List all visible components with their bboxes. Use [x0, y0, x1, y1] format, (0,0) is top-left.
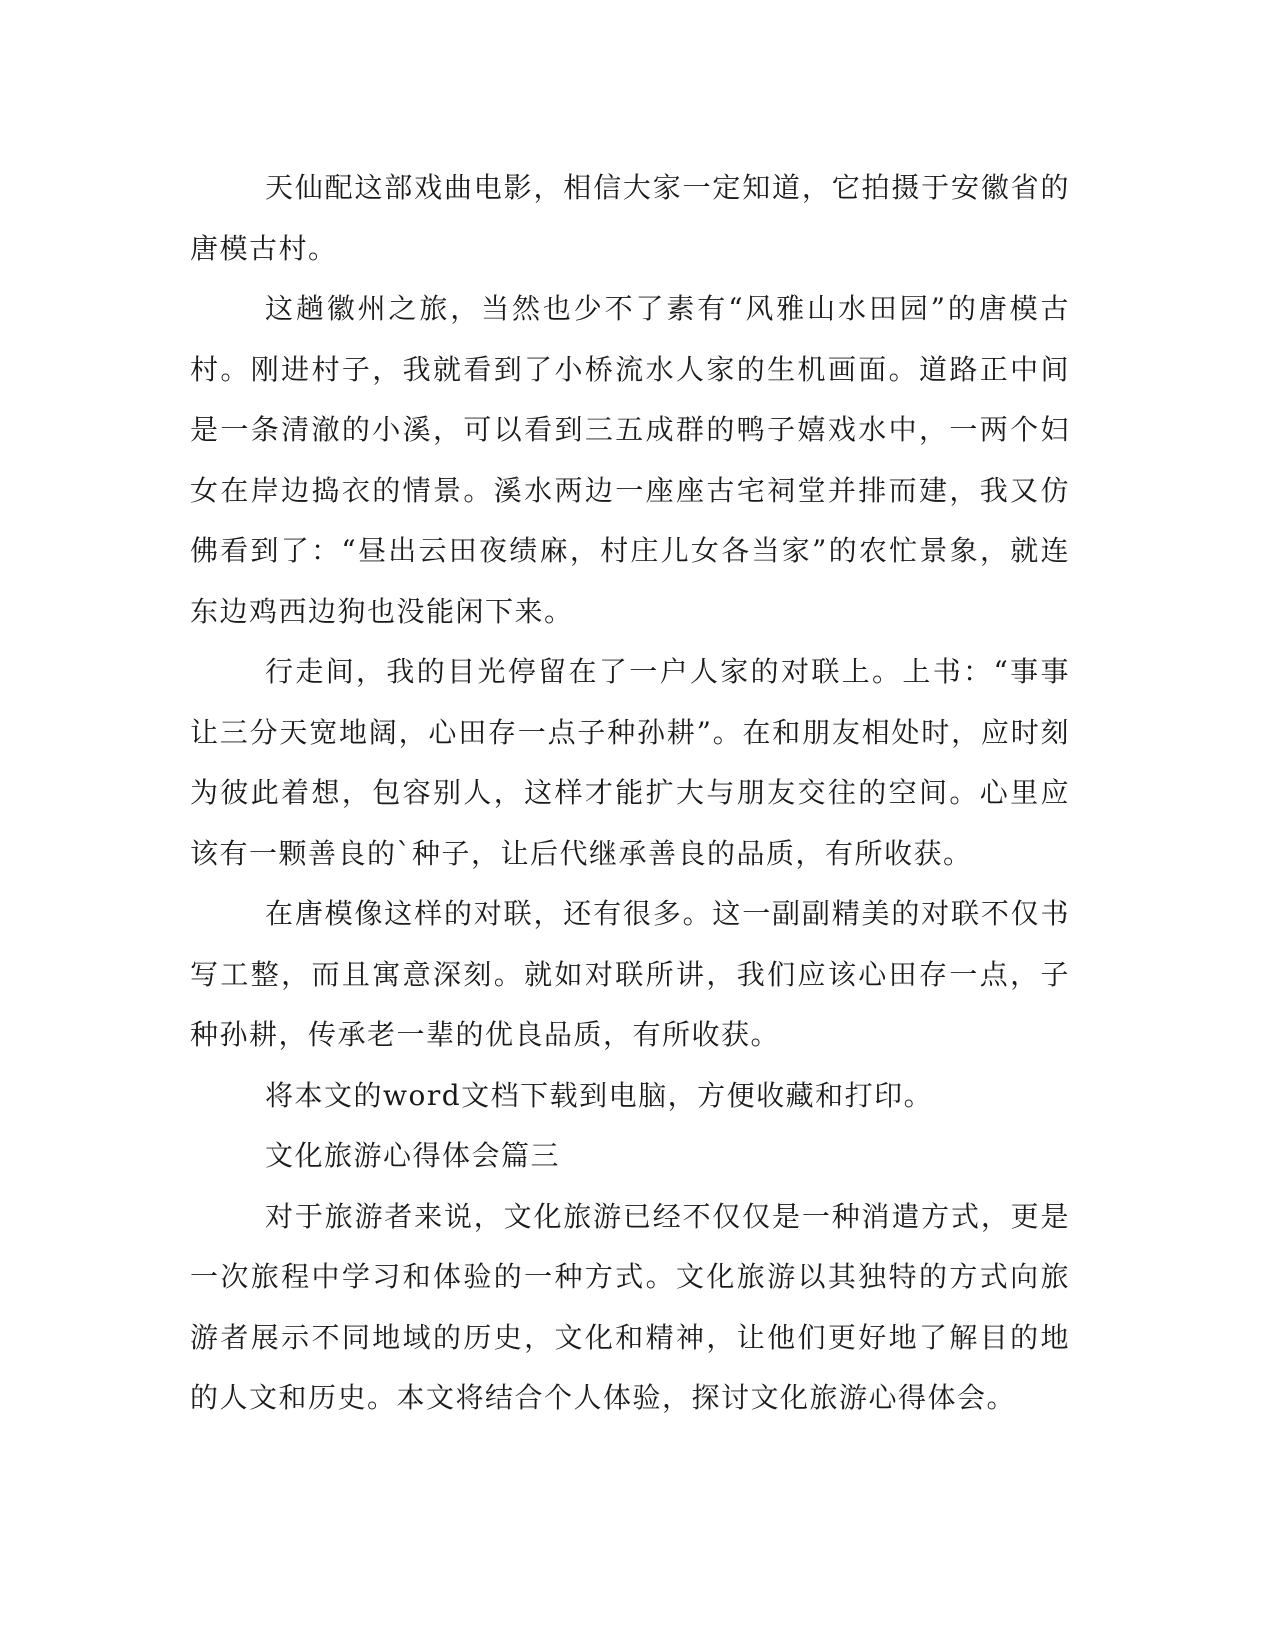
section-heading: 文化旅游心得体会篇三	[265, 1139, 561, 1172]
paragraph-cultural-tourism: 对于旅游者来说，文化旅游已经不仅仅是一种消遣方式，更是一次旅程中学习和体验的一种方式。文化旅游以其独特的方式向旅游者展示不同地域的历史，文化和精神，让他们更好地了解目的地的人文和历史。本文将结合个人体验，探讨文化旅游心得体会。	[190, 1199, 1070, 1414]
paragraph-couplet: 行走间，我的目光停留在了一户人家的对联上。上书：“事事让三分天宽地阔，心田存一点子种孙耕”。在和朋友相处时，应时刻为彼此着想，包容别人，这样才能扩大与朋友交往的空间。心里应该有一颗善良的`种子，让后代继承善良的品质，有所收获。	[190, 655, 1070, 870]
paragraph-intro: 天仙配这部戏曲电影，相信大家一定知道，它拍摄于安徽省的唐模古村。	[190, 171, 1070, 265]
paragraph-village-visit: 这趟徽州之旅，当然也少不了素有“风雅山水田园”的唐模古村。刚进村子，我就看到了小桥流水人家的生机画面。道路正中间是一条清澈的小溪，可以看到三五成群的鸭子嬉戏水中，一两个妇女在岸边捣衣的情景。溪水两边一座座古宅祠堂并排而建，我又仿佛看到了：“昼出云田夜绩麻，村庄儿女各当家”的农忙景象，就连东边鸡西边狗也没能闲下来。	[190, 292, 1070, 628]
download-note: 将本文的word文档下载到电脑，方便收藏和打印。	[265, 1078, 934, 1112]
paragraph-couplets-many: 在唐模像这样的对联，还有很多。这一副副精美的对联不仅书写工整，而且寓意深刻。就如对联所讲，我们应该心田存一点，子种孙耕，传承老一辈的优良品质，有所收获。	[190, 897, 1070, 1051]
document-body	[190, 158, 1070, 1429]
